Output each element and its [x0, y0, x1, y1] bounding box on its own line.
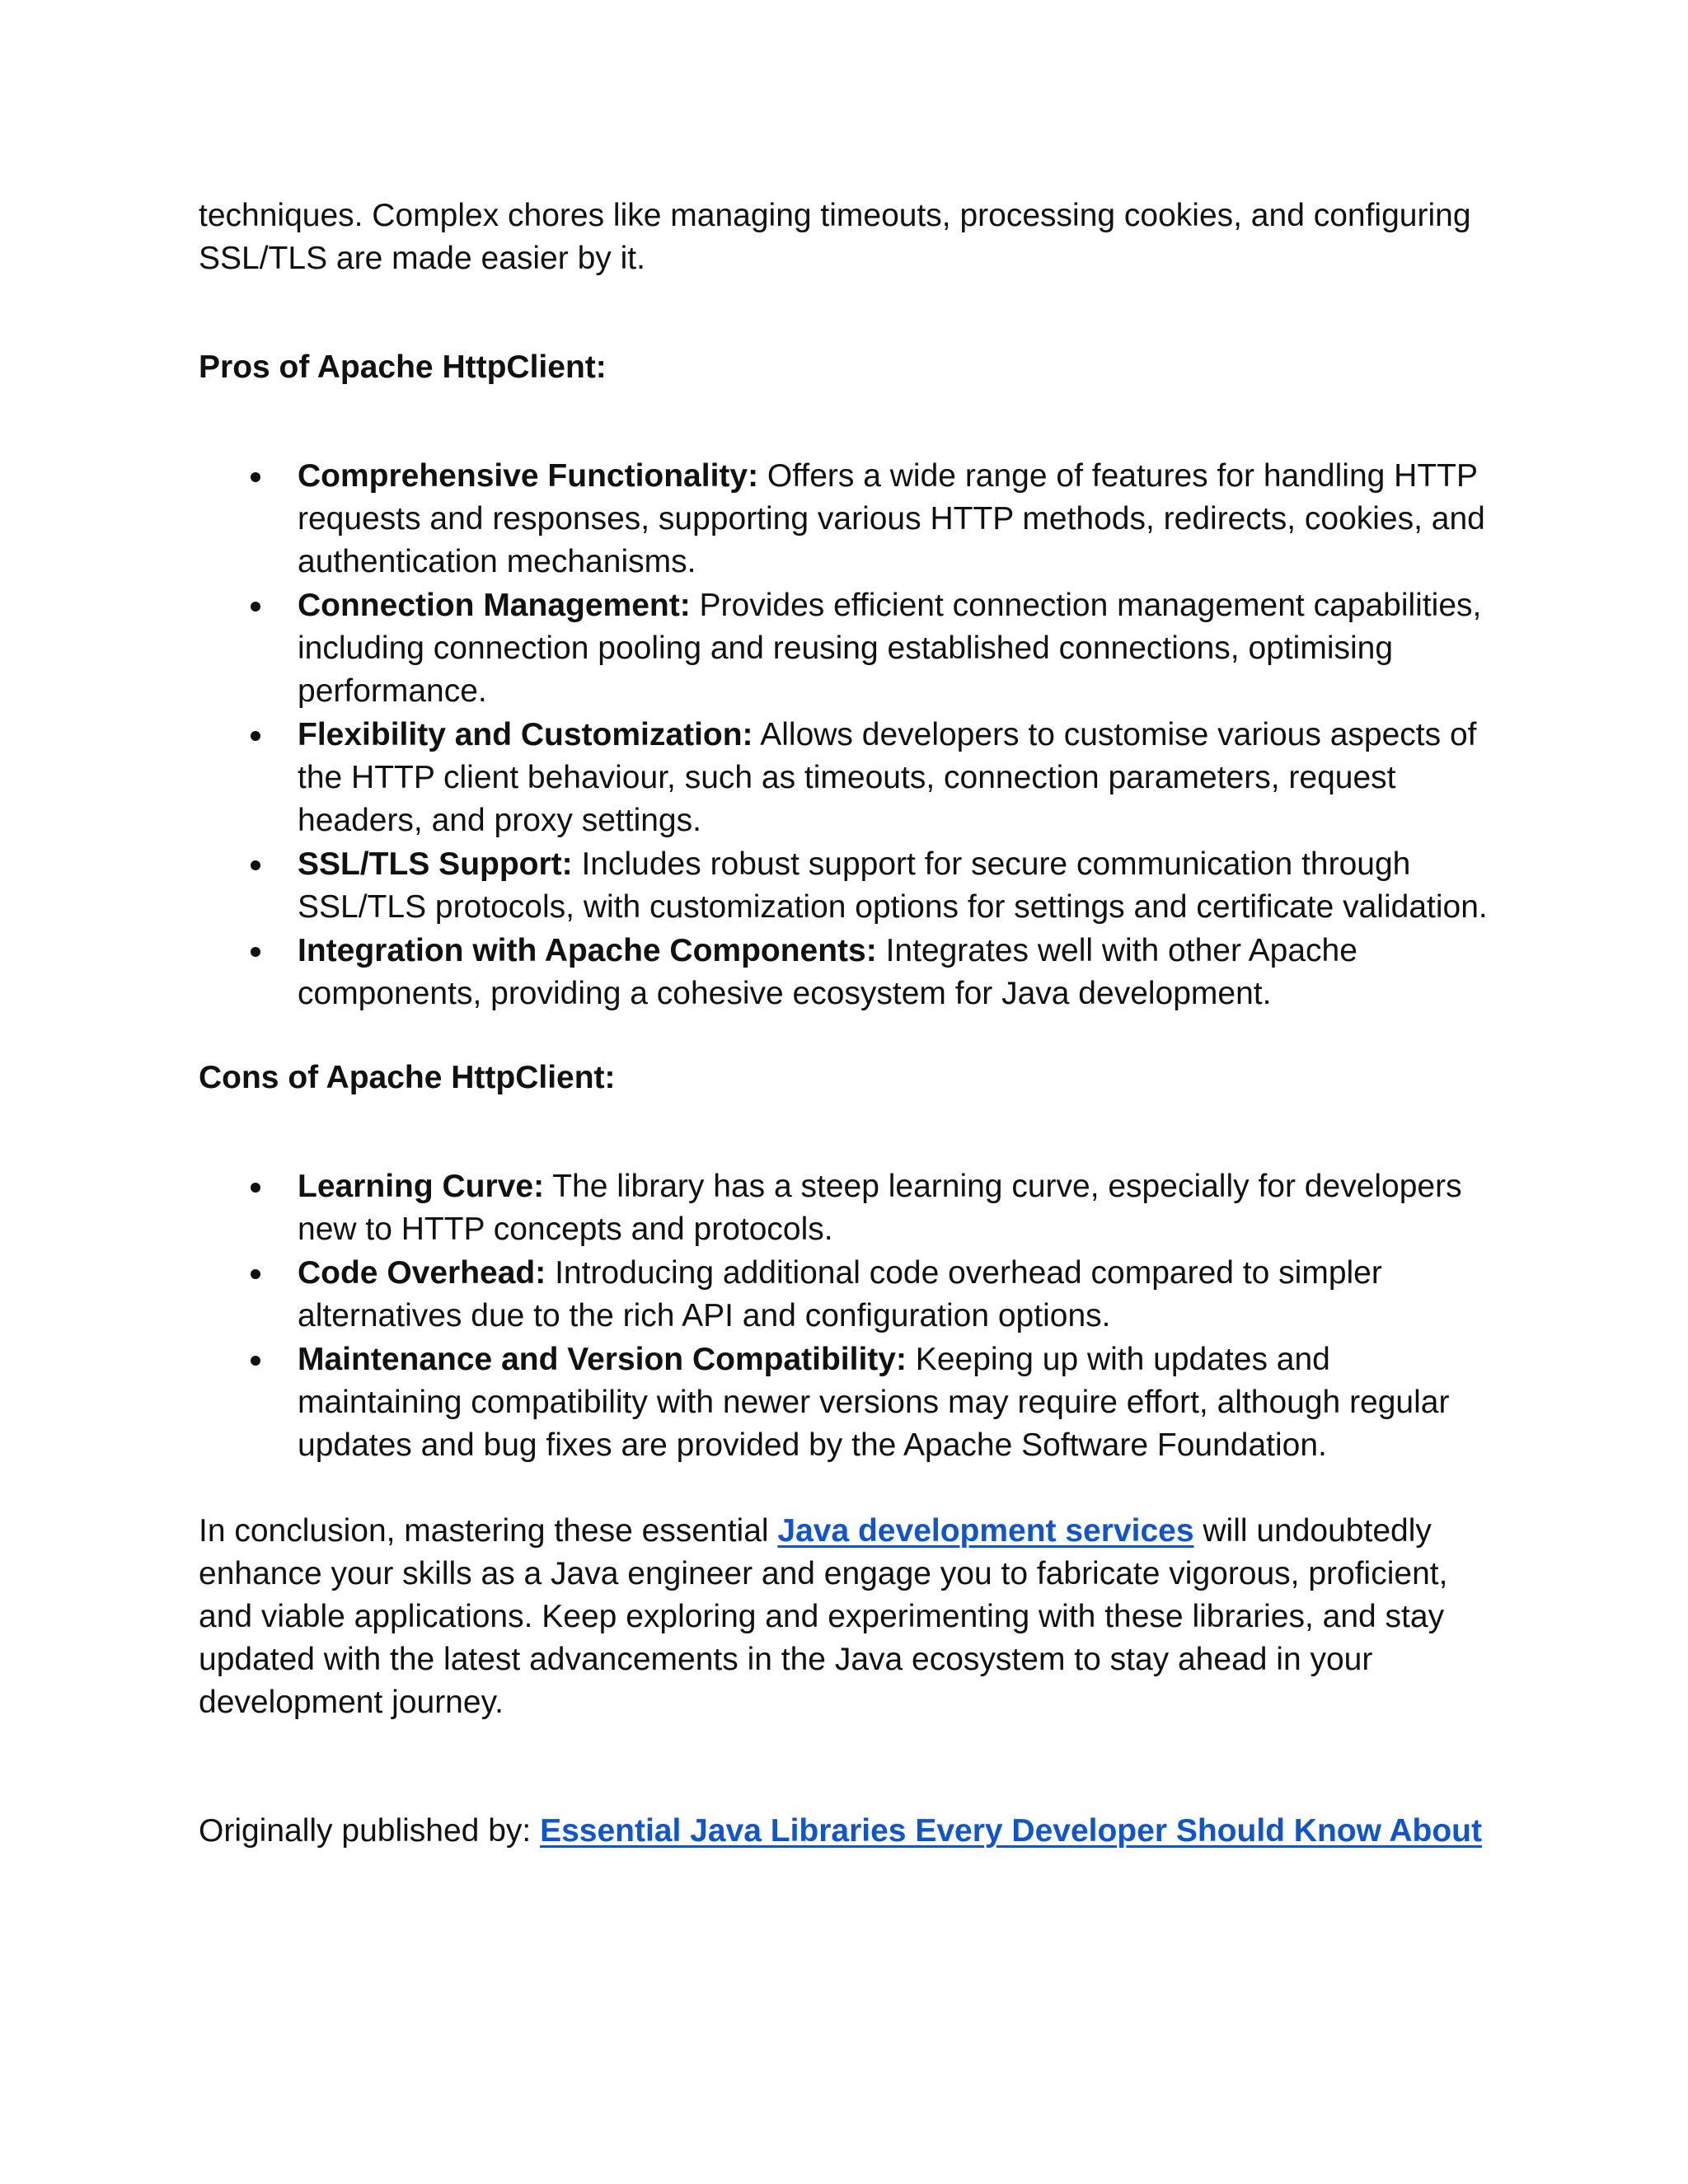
list-item [199, 455, 1501, 583]
bullet-icon [251, 472, 260, 482]
item-term: Integration with Apache Components: [298, 933, 877, 968]
bullet-icon [251, 731, 260, 741]
bullet-icon [251, 860, 260, 870]
list-item [199, 1165, 1501, 1251]
item-text: Allows developers to customise various aspects of the HTTP client behaviour, such as timeouts, connection parameters, request headers, and proxy settings. [298, 717, 1477, 838]
java-development-services-link[interactable]: Java development services [777, 1513, 1194, 1549]
conclusion-text-end: will undoubtedly enhance your skills as a Java engineer and engage you to fabricate vigorous, proficient, and viable applications. Keep exploring and experimenting with these libraries, and stay updated with the latest advancements in the Java ecosystem to stay ahead in your development journey. [199, 1513, 1448, 1720]
pros-list [199, 455, 1501, 1015]
item-term: SSL/TLS Support: [298, 846, 573, 882]
item-term: Comprehensive Functionality: [298, 458, 759, 494]
item-text: Offers a wide range of features for handling HTTP requests and responses, supporting various HTTP methods, redirects, cookies, and authentication mechanisms. [298, 458, 1485, 579]
cons-list [199, 1165, 1501, 1467]
bullet-icon [251, 1269, 260, 1279]
bullet-icon [251, 1356, 260, 1366]
bullet-icon [251, 602, 260, 612]
item-text: Includes robust support for secure communication through SSL/TLS protocols, with customization options for settings and certificate validation. [298, 846, 1488, 925]
item-text: Provides efficient connection management capabilities, including connection pooling and reusing established connections, optimising performance. [298, 588, 1482, 709]
bullet-icon [251, 1183, 260, 1193]
item-term: Maintenance and Version Compatibility: [298, 1342, 907, 1377]
item-text: Introducing additional code overhead compared to simpler alternatives due to the rich API and configuration options. [298, 1255, 1382, 1333]
document-body [199, 194, 1501, 1853]
item-term: Learning Curve: [298, 1169, 545, 1204]
pros-heading: Pros of Apache HttpClient: [199, 349, 607, 385]
bullet-icon [251, 947, 260, 957]
source-article-link[interactable]: Essential Java Libraries Every Developer Should Know About [540, 1813, 1482, 1849]
item-text: The library has a steep learning curve, especially for developers new to HTTP concepts and protocols. [298, 1169, 1462, 1247]
published-label: Originally published by: [199, 1813, 541, 1849]
list-item [199, 930, 1501, 1015]
list-item [199, 584, 1501, 713]
item-text: Keeping up with updates and maintaining compatibility with newer versions may require effort, although regular updates and bug fixes are provided by the Apache Software Foundation. [298, 1342, 1450, 1463]
item-term: Flexibility and Customization: [298, 717, 753, 752]
intro-paragraph: techniques. Complex chores like managing timeouts, processing cookies, and configuring SSL/TLS are made easier by it. [199, 198, 1471, 276]
item-term: Code Overhead: [298, 1255, 546, 1291]
conclusion-text-start: In conclusion, mastering these essential [199, 1513, 778, 1549]
item-text: Integrates well with other Apache components, providing a cohesive ecosystem for Java development. [298, 933, 1357, 1011]
published-line [199, 1810, 1501, 1853]
cons-heading: Cons of Apache HttpClient: [199, 1060, 616, 1095]
item-term: Connection Management: [298, 588, 691, 623]
conclusion-paragraph [199, 1510, 1501, 1724]
list-item [199, 1338, 1501, 1467]
list-item [199, 714, 1501, 842]
list-item [199, 1252, 1501, 1338]
list-item [199, 843, 1501, 929]
